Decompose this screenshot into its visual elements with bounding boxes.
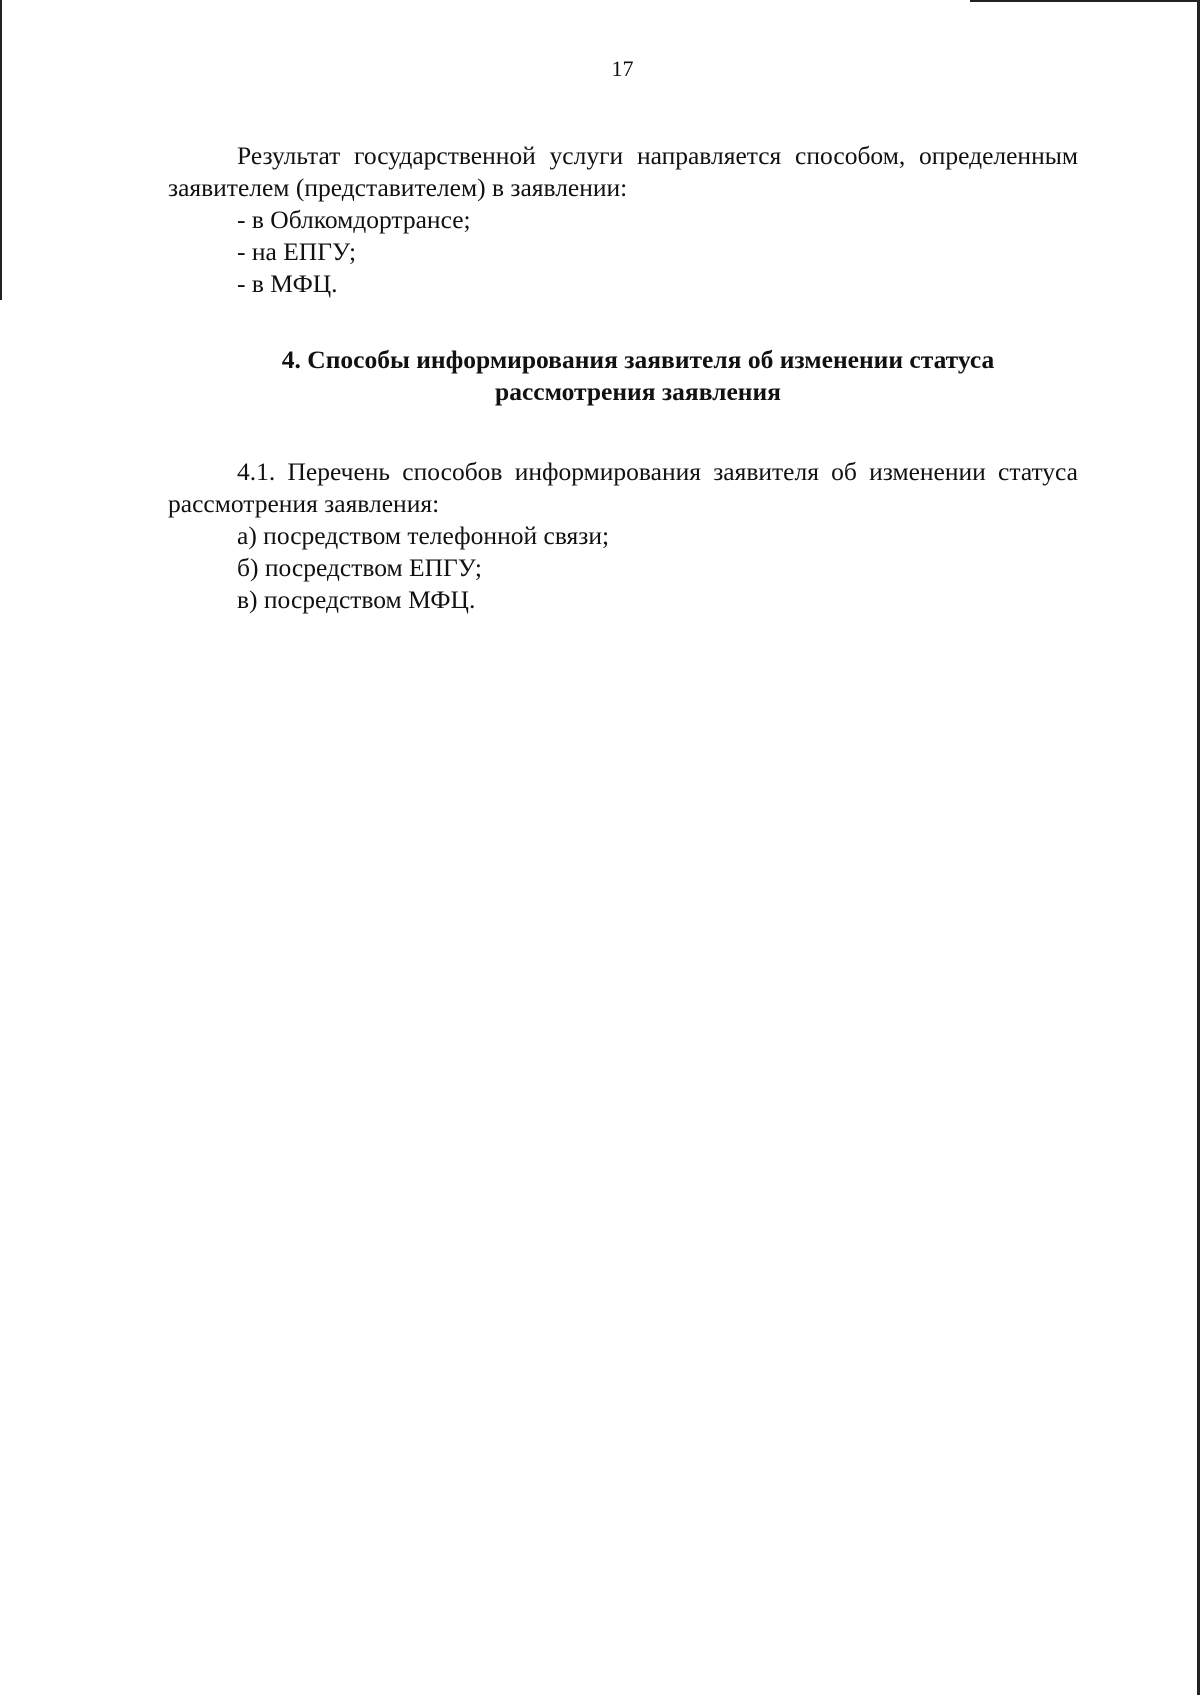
section-4-heading-line-2: рассмотрения заявления — [495, 377, 781, 406]
document-body — [168, 140, 1078, 616]
section-4-list-item-c: в) посредством МФЦ. — [237, 585, 476, 614]
section-4-1-paragraph: 4.1. Перечень способов информирования заявителя об изменении статуса рассмотрения заявления: — [168, 457, 1078, 518]
section-4-heading-line-1: 4. Способы информирования заявителя об изменении статуса — [281, 345, 995, 374]
result-list-item-3: - в МФЦ. — [237, 269, 338, 298]
section-4-list-item-a: а) посредством телефонной связи; — [237, 521, 610, 550]
scan-edge-left — [0, 0, 2, 300]
section-4-list-item-b: б) посредством ЕПГУ; — [237, 553, 482, 582]
page-number: 17 — [611, 56, 634, 81]
result-intro-paragraph: Результат государственной услуги направляется способом, определенным заявителем (представителем) в заявлении: — [168, 141, 1078, 202]
result-list-item-1: - в Облкомдортрансе; — [237, 205, 471, 234]
section-4-heading — [168, 344, 1078, 408]
result-list-item-2: - на ЕПГУ; — [237, 237, 357, 266]
scan-edge-top — [970, 0, 1200, 2]
